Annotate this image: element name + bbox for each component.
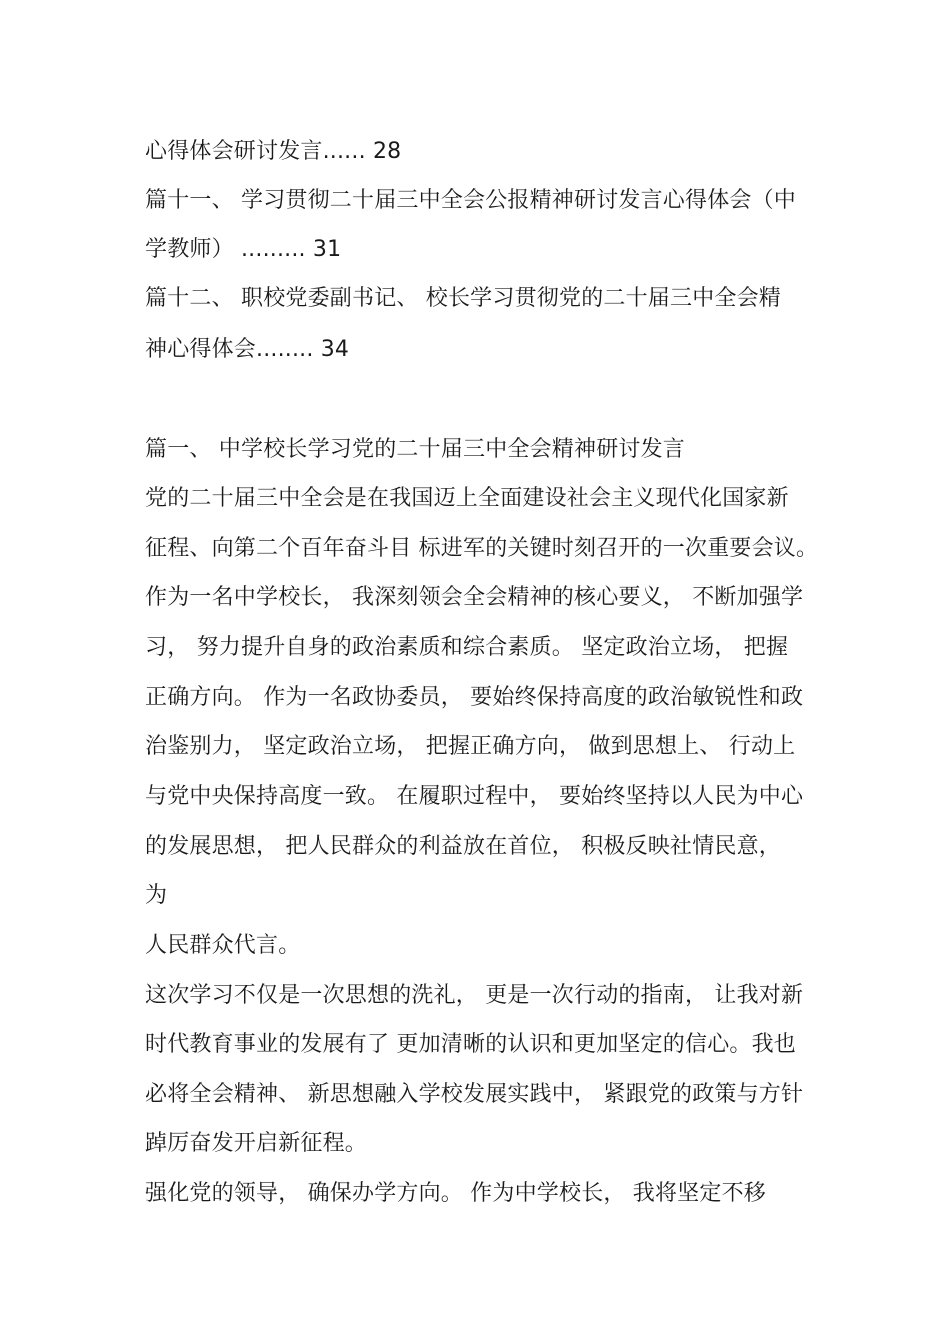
paragraph-line: 踔厉奋发开启新征程。 xyxy=(145,1131,368,1156)
paragraph-line: 为 xyxy=(145,883,168,908)
paragraph-line: 强化党的领导， 确保办学方向。 作为中学校长， 我将坚定不移 xyxy=(145,1181,766,1206)
toc-entry-line: 篇十一、 学习贯彻二十届三中全会公报精神研讨发言心得体会（中 xyxy=(145,188,796,213)
paragraph-line: 正确方向。 作为一名政协委员， 要始终保持高度的政治敏锐性和政 xyxy=(145,685,804,710)
paragraph-line: 与党中央保持高度一致。 在履职过程中， 要始终坚持以人民为中心 xyxy=(145,784,804,809)
toc-entry-line: 神心得体会........ 34 xyxy=(145,337,350,362)
paragraph-line: 党的二十届三中全会是在我国迈上全面建设社会主义现代化国家新 xyxy=(145,486,789,511)
toc-entry-line: 学教师） ......... 31 xyxy=(145,237,342,262)
article-heading: 篇一、 中学校长学习党的二十届三中全会精神研讨发言 xyxy=(145,437,685,462)
paragraph-line: 的发展思想， 把人民群众的利益放在首位， 积极反映社情民意， xyxy=(145,834,781,859)
paragraph-line: 人民群众代言。 xyxy=(145,933,301,958)
paragraph-line: 习， 努力提升自身的政治素质和综合素质。 坚定政治立场， 把握 xyxy=(145,635,789,660)
toc-entry-line: 心得体会研讨发言...... 28 xyxy=(145,139,402,164)
paragraph-line: 必将全会精神、 新思想融入学校发展实践中， 紧跟党的政策与方针 xyxy=(145,1082,804,1107)
paragraph-line: 治鉴别力， 坚定政治立场， 把握正确方向， 做到思想上、 行动上 xyxy=(145,734,796,759)
paragraph-line: 征程、向第二个百年奋斗目 标进军的关键时刻召开的一次重要会议。 xyxy=(145,536,819,561)
paragraph-line: 作为一名中学校长， 我深刻领会全会精神的核心要义， 不断加强学 xyxy=(145,585,804,610)
toc-entry-line: 篇十二、 职校党委副书记、 校长学习贯彻党的二十届三中全会精 xyxy=(145,286,781,311)
paragraph-line: 时代教育事业的发展有了 更加清晰的认识和更加坚定的信心。我也 xyxy=(145,1032,796,1057)
paragraph-line: 这次学习不仅是一次思想的洗礼， 更是一次行动的指南， 让我对新 xyxy=(145,983,804,1008)
